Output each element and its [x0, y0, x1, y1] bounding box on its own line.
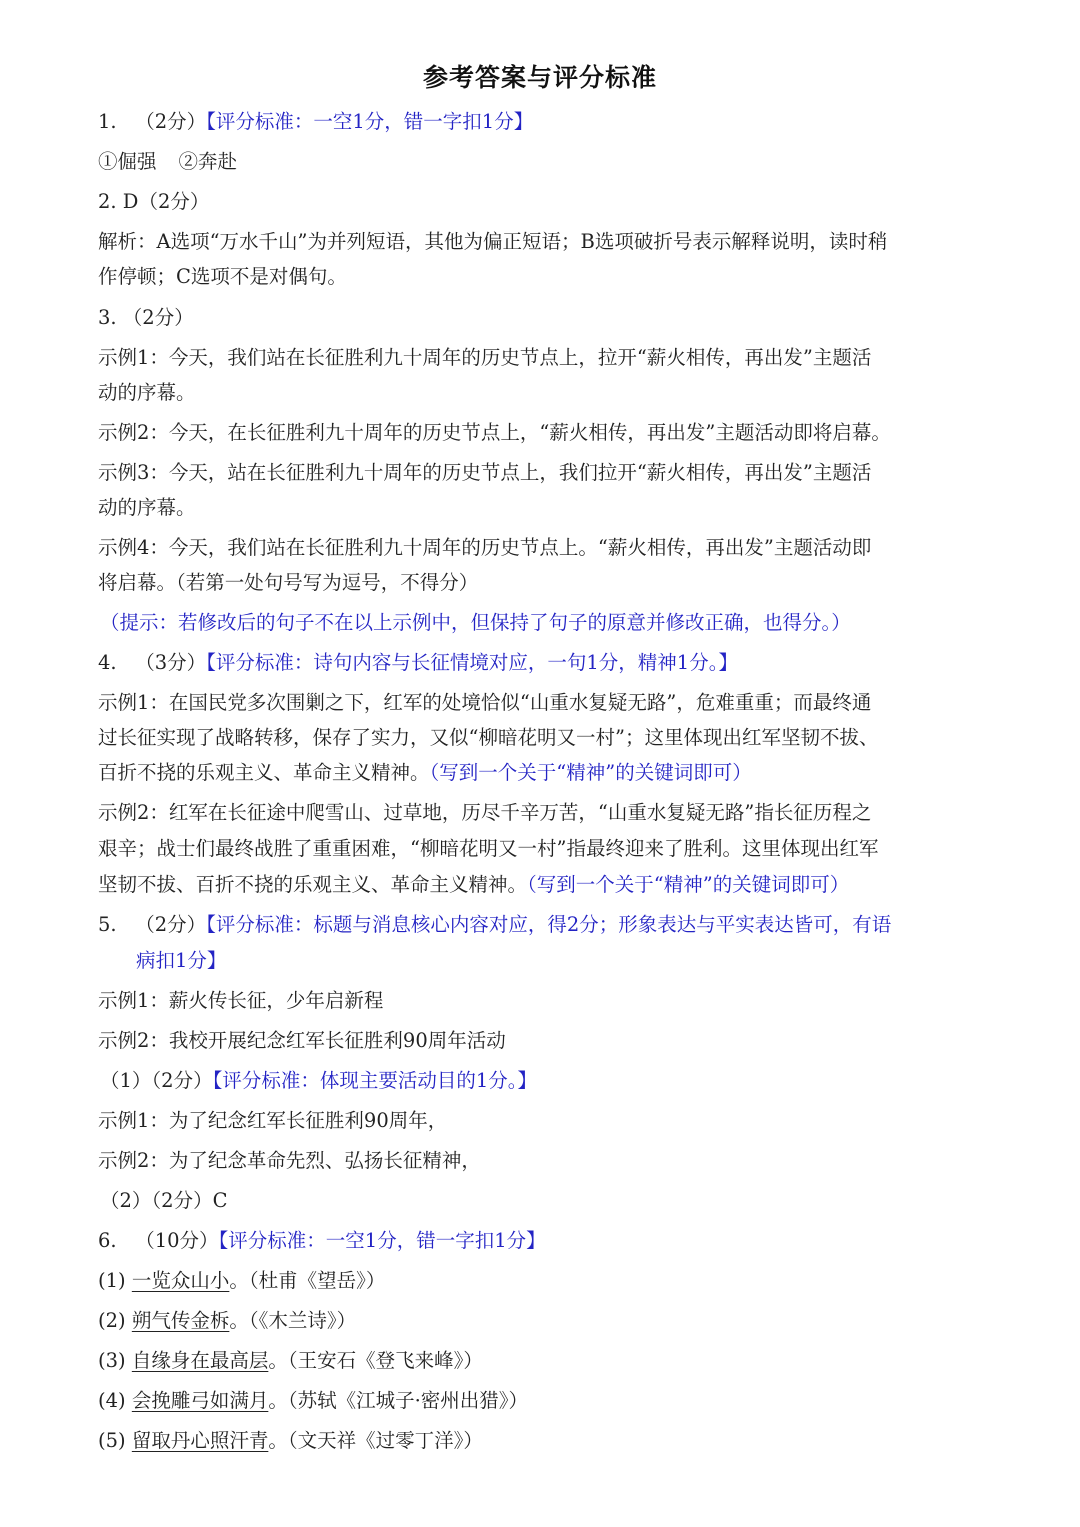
- q6-item-2-answer: 朔气传金柝: [131, 1309, 230, 1332]
- q6-item-4-source: 。（苏轼《江城子·密州出猎》）: [268, 1389, 529, 1412]
- q4-example-1-line-2: 过长征实现了战略转移，保存了实力，又似“柳暗花明又一村”；这里体现出红军坚韧不拔、: [98, 726, 879, 749]
- q6-item-1-answer: 一览众山小: [131, 1269, 230, 1292]
- q5-number: 5.: [98, 913, 117, 936]
- q3-example-4-line-1: 示例4：今天，我们站在长征胜利九十周年的历史节点上。“薪火相传，再出发”主题活动即: [98, 536, 872, 559]
- q5-example-2: 示例2：我校开展纪念红军长征胜利90周年活动: [98, 1029, 506, 1052]
- q6-item-3: [98, 1348, 988, 1374]
- q5-sub1-example-2: 示例2：为了纪念革命先烈、弘扬长征精神，: [98, 1149, 481, 1172]
- q6-item-2: [98, 1308, 988, 1334]
- q5-criteria-line-2: 病扣1分】: [136, 949, 227, 972]
- q6-item-5-answer: 留取丹心照汗青: [131, 1429, 269, 1452]
- q5-sub1-criteria: 【评分标准：体现主要活动目的1分。】: [212, 1069, 537, 1092]
- q3-example-1-line-2: 动的序幕。: [98, 381, 196, 404]
- q4-criteria: 【评分标准：诗句内容与长征情境对应，一句1分，精神1分。】: [206, 651, 738, 674]
- q6-item-5-number: (5): [98, 1429, 126, 1452]
- q4-number: 4.: [98, 651, 117, 674]
- q5-criteria-line-1: 【评分标准：标题与消息核心内容对应，得2分；形象表达与平实表达皆可，有语: [206, 913, 892, 936]
- q6-item-1: [98, 1268, 988, 1294]
- q4-example-2-note: （写到一个关于“精神”的关键词即可）: [527, 873, 850, 896]
- q6-item-4-answer: 会挽雕弓如满月: [131, 1389, 269, 1412]
- q6-number: 6.: [98, 1229, 117, 1252]
- q6-item-3-source: 。（王安石《登飞来峰》）: [268, 1349, 483, 1372]
- q6-score: （10分）: [135, 1229, 219, 1252]
- q3-example-3-line-2: 动的序幕。: [98, 496, 196, 519]
- q3-example-4-line-2: 将启幕。（若第一处句号写为逗号，不得分）: [98, 571, 479, 594]
- q6-item-1-source: 。（杜甫《望岳》）: [229, 1269, 386, 1292]
- q4-example-1-text: 百折不挠的乐观主义、革命主义精神。: [98, 761, 430, 784]
- q2-analysis-line-1: 解析：A选项“万水千山”为并列短语，其他为偏正短语；B选项破折号表示解释说明，读时稍: [98, 230, 888, 253]
- q5-sub1-example-1: 示例1：为了纪念红军长征胜利90周年，: [98, 1109, 448, 1132]
- q2-analysis-line-2: 作停顿；C选项不是对偶句。: [98, 265, 347, 288]
- q5-sub1-label: （1）（2分）: [100, 1069, 213, 1092]
- q6-item-3-answer: 自缘身在最高层: [131, 1349, 269, 1372]
- q6-item-1-number: (1): [98, 1269, 126, 1292]
- q6-item-5-source: 。（文天祥《过零丁洋》）: [268, 1429, 483, 1452]
- q1-header: [98, 109, 988, 135]
- q5-example-1: 示例1：薪火传长征，少年启新程: [98, 989, 384, 1012]
- q1-answer-1: ①倔强: [98, 150, 157, 173]
- q1-answers: [98, 149, 988, 175]
- q3-tip: （提示：若修改后的句子不在以上示例中，但保持了句子的原意并修改正确，也得分。）: [100, 611, 851, 634]
- q4-header: [98, 650, 988, 676]
- q4-example-2-line-2: 艰辛；战士们最终战胜了重重困难，“柳暗花明又一村”指最终迎来了胜利。这里体现出红军: [98, 837, 879, 860]
- q2-header: 2. D（2分）: [98, 190, 210, 213]
- q5-sub2: （2）（2分）C: [100, 1189, 228, 1212]
- q5-sub1-header: [100, 1068, 990, 1094]
- q4-example-2-line-1: 示例2：红军在长征途中爬雪山、过草地，历尽千辛万苦，“山重水复疑无路”指长征历程之: [98, 801, 872, 824]
- q3-header: 3. （2分）: [98, 306, 194, 329]
- q6-item-4-number: (4): [98, 1389, 126, 1412]
- q4-score: （3分）: [135, 651, 207, 674]
- q3-example-3-line-1: 示例3：今天，站在长征胜利九十周年的历史节点上，我们拉开“薪火相传，再出发”主题活: [98, 461, 872, 484]
- q6-item-4: [98, 1388, 988, 1414]
- q3-example-2: 示例2：今天，在长征胜利九十周年的历史节点上，“薪火相传，再出发”主题活动即将启幕。: [98, 421, 891, 444]
- page-title: 参考答案与评分标准: [422, 63, 657, 92]
- q4-example-1-note: （写到一个关于“精神”的关键词即可）: [429, 761, 752, 784]
- q1-score: （2分）: [135, 110, 207, 133]
- q6-item-2-source: 。（《木兰诗》）: [229, 1309, 357, 1332]
- q6-item-2-number: (2): [98, 1309, 126, 1332]
- q5-score: （2分）: [135, 913, 207, 936]
- q1-criteria: 【评分标准：一空1分，错一字扣1分】: [206, 110, 534, 133]
- q5-header: [98, 912, 988, 938]
- q4-example-2-text: 坚韧不拔、百折不挠的乐观主义、革命主义精神。: [98, 873, 528, 896]
- q1-answer-2: ②奔赴: [178, 150, 238, 173]
- q6-criteria: 【评分标准：一空1分，错一字扣1分】: [218, 1229, 546, 1252]
- q4-example-2-line-3: [98, 872, 988, 898]
- q6-item-5: [98, 1428, 988, 1454]
- q1-number: 1.: [98, 110, 117, 133]
- q3-example-1-line-1: 示例1：今天，我们站在长征胜利九十周年的历史节点上，拉开“薪火相传，再出发”主题活: [98, 346, 872, 369]
- q6-header: [98, 1228, 988, 1254]
- q6-item-3-number: (3): [98, 1349, 126, 1372]
- q4-example-1-line-1: 示例1：在国民党多次围剿之下，红军的处境恰似“山重水复疑无路”，危难重重；而最终通: [98, 691, 872, 714]
- q4-example-1-line-3: [98, 760, 988, 786]
